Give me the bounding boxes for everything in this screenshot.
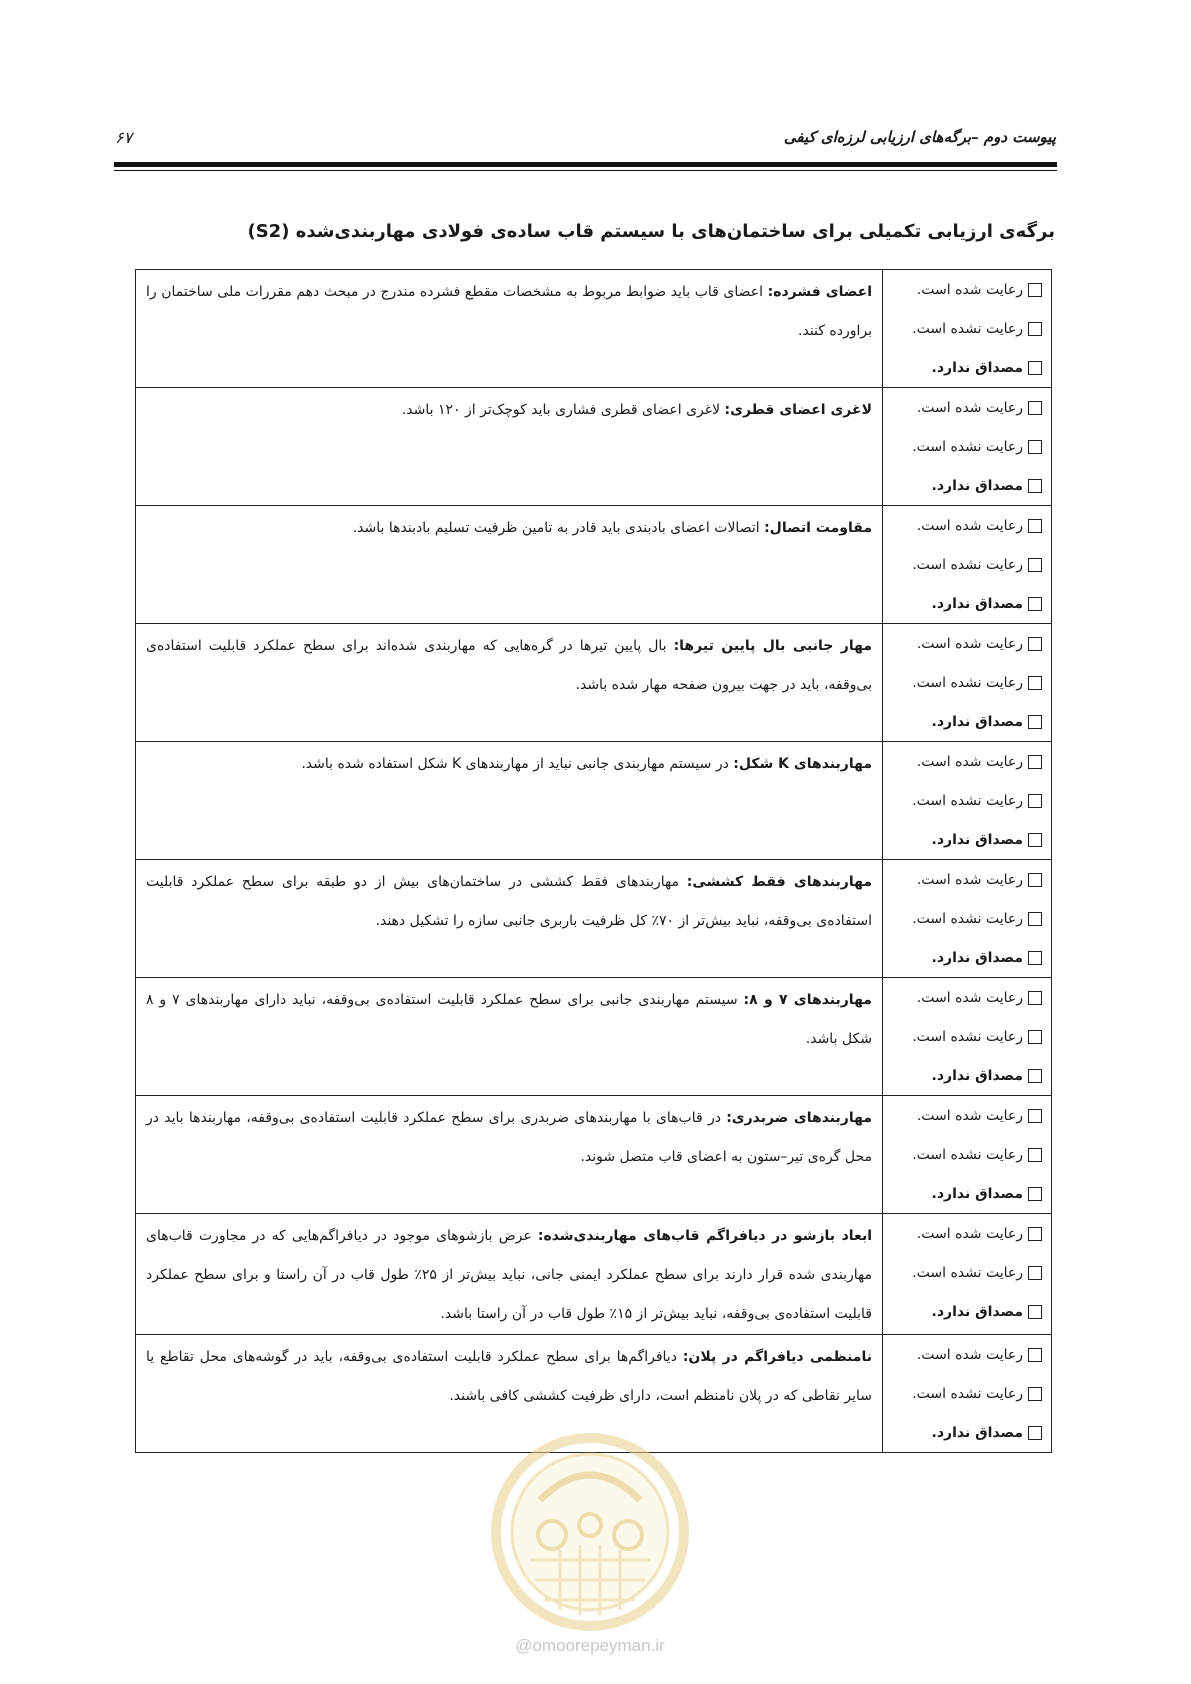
- complied-option[interactable]: [883, 1335, 1051, 1374]
- not-applicable-checkbox[interactable]: [1028, 951, 1042, 965]
- not-complied-checkbox[interactable]: [1028, 558, 1042, 572]
- sheet-title: برگه‌ی ارزیابی تکمیلی برای ساختمان‌های با سیستم قاب ساده‌ی فولادی مهاربندی‌شده (S2): [247, 221, 1055, 242]
- options-cell: [883, 1335, 1052, 1453]
- criterion-cell: [136, 1096, 883, 1214]
- option-label: رعایت شده است.: [916, 635, 1023, 652]
- option-label: رعایت نشده است.: [912, 1146, 1023, 1163]
- not-complied-checkbox[interactable]: [1028, 912, 1042, 926]
- complied-option[interactable]: [883, 1214, 1051, 1253]
- criterion-cell: [136, 388, 883, 506]
- options-cell: [883, 270, 1052, 388]
- criterion-term: مهاربندهای فقط کششی:: [686, 874, 872, 890]
- criterion-text: مهاربندهای فقط کششی در ساختمان‌های بیش از دو طبقه برای سطح عملکرد قابلیت استفاده‌ی بی‌وقفه، نباید بیش‌تر از ۷۰٪ کل ظرفیت باربری جانبی سازه را تشکیل دهند.: [146, 874, 872, 929]
- page-number: ۶۷: [115, 128, 133, 147]
- watermark: [480, 1430, 700, 1670]
- not-complied-option[interactable]: [883, 663, 1051, 702]
- criterion-cell: [136, 270, 883, 388]
- option-label: رعایت شده است.: [916, 871, 1023, 888]
- criterion-text: اعضای قاب باید ضوابط مربوط به مشخصات مقطع فشرده مندرج در مبحث دهم مقررات ملی ساختمان را براورده کنند.: [146, 284, 872, 339]
- not-applicable-option[interactable]: [883, 1056, 1051, 1095]
- not-complied-option[interactable]: [883, 545, 1051, 584]
- option-label: رعایت شده است.: [916, 517, 1023, 534]
- not-complied-option[interactable]: [883, 1017, 1051, 1056]
- option-label: رعایت شده است.: [916, 1225, 1023, 1242]
- not-complied-checkbox[interactable]: [1028, 1266, 1042, 1280]
- criterion-term: مهاربندهای K شکل:: [733, 756, 872, 772]
- checklist-row: [136, 1096, 1052, 1214]
- option-label: مصداق ندارد.: [931, 477, 1023, 494]
- option-label: رعایت نشده است.: [912, 320, 1023, 337]
- not-applicable-checkbox[interactable]: [1028, 479, 1042, 493]
- not-applicable-option[interactable]: [883, 820, 1051, 859]
- criterion-cell: [136, 978, 883, 1096]
- header-rule-thick: [114, 162, 1057, 167]
- criterion-text: سیستم مهاربندی جانبی برای سطح عملکرد قابلیت استفاده‌ی بی‌وقفه، نباید دارای مهاربندهای ۷ و ۸ شکل باشد.: [146, 992, 872, 1047]
- checklist-row: [136, 742, 1052, 860]
- checklist-row: [136, 860, 1052, 978]
- not-complied-checkbox[interactable]: [1028, 1387, 1042, 1401]
- not-applicable-checkbox[interactable]: [1028, 833, 1042, 847]
- criterion-term: لاغری اعضای قطری:: [724, 402, 872, 418]
- checklist-row: [136, 624, 1052, 742]
- checklist-row: [136, 270, 1052, 388]
- option-label: مصداق ندارد.: [931, 1067, 1023, 1084]
- complied-option[interactable]: [883, 506, 1051, 545]
- criterion-cell: [136, 624, 883, 742]
- option-label: رعایت نشده است.: [912, 910, 1023, 927]
- not-applicable-option[interactable]: [883, 348, 1051, 387]
- complied-option[interactable]: [883, 860, 1051, 899]
- option-label: رعایت شده است.: [916, 399, 1023, 416]
- not-complied-option[interactable]: [883, 1253, 1051, 1292]
- criterion-text: در قاب‌های با مهاربندهای ضربدری برای سطح عملکرد قابلیت استفاده‌ی بی‌وقفه، مهاربندها باید در محل گره‌ی تیر–ستون به اعضای قاب متصل شوند.: [146, 1110, 872, 1165]
- criterion-term: مقاومت اتصال:: [764, 520, 872, 536]
- complied-checkbox[interactable]: [1028, 1227, 1042, 1241]
- option-label: مصداق ندارد.: [931, 595, 1023, 612]
- checklist-row: [136, 1214, 1052, 1335]
- complied-option[interactable]: [883, 270, 1051, 309]
- options-cell: [883, 1214, 1052, 1335]
- not-applicable-option[interactable]: [883, 938, 1051, 977]
- options-cell: [883, 978, 1052, 1096]
- not-applicable-checkbox[interactable]: [1028, 715, 1042, 729]
- not-complied-checkbox[interactable]: [1028, 440, 1042, 454]
- criterion-text: لاغری اعضای قطری فشاری باید کوچک‌تر از ۱۲۰ باشد.: [401, 402, 725, 418]
- criterion-term: نامنظمی دیافراگم در پلان:: [682, 1349, 872, 1365]
- complied-checkbox[interactable]: [1028, 755, 1042, 769]
- criterion-term: مهاربندهای ۷ و ۸:: [743, 992, 872, 1008]
- option-label: مصداق ندارد.: [931, 949, 1023, 966]
- option-label: رعایت نشده است.: [912, 438, 1023, 455]
- not-complied-option[interactable]: [883, 309, 1051, 348]
- not-complied-option[interactable]: [883, 1135, 1051, 1174]
- not-complied-option[interactable]: [883, 427, 1051, 466]
- options-cell: [883, 1096, 1052, 1214]
- option-label: مصداق ندارد.: [931, 1303, 1023, 1320]
- option-label: رعایت شده است.: [916, 989, 1023, 1006]
- complied-option[interactable]: [883, 978, 1051, 1017]
- complied-checkbox[interactable]: [1028, 873, 1042, 887]
- complied-checkbox[interactable]: [1028, 401, 1042, 415]
- not-applicable-checkbox[interactable]: [1028, 1426, 1042, 1440]
- running-header-title: پیوست دوم –برگه‌های ارزیابی لرزه‌ای کیفی: [783, 128, 1056, 146]
- criterion-term: مهاربندهای ضربدری:: [726, 1110, 873, 1126]
- option-label: رعایت شده است.: [916, 281, 1023, 298]
- option-label: مصداق ندارد.: [931, 1185, 1023, 1202]
- complied-checkbox[interactable]: [1028, 519, 1042, 533]
- option-label: مصداق ندارد.: [931, 831, 1023, 848]
- criterion-term: مهار جانبی بال پایین تیرها:: [673, 638, 872, 654]
- watermark-url: @omoorepeyman.ir: [515, 1636, 665, 1655]
- criterion-text: اتصالات اعضای بادبندی باید قادر به تامین ظرفیت تسلیم بادبندها باشد.: [352, 520, 765, 536]
- options-cell: [883, 506, 1052, 624]
- not-complied-checkbox[interactable]: [1028, 676, 1042, 690]
- options-cell: [883, 624, 1052, 742]
- complied-checkbox[interactable]: [1028, 637, 1042, 651]
- criterion-text: عرض بازشوهای موجود در دیافراگم‌هایی که در مجاورت قاب‌های مهاربندی شده قرار دارند برای سطح عملکرد ایمنی جانی، نباید بیش‌تر از ۲۵٪ طول قاب در آن راستا و برای سطح عملکرد قابلیت استفاده‌ی بی‌وقفه، نباید بیش‌تر از ۱۵٪ طول قاب در آن راستا باشد.: [146, 1228, 872, 1322]
- not-applicable-option[interactable]: [883, 702, 1051, 741]
- option-label: رعایت نشده است.: [912, 1264, 1023, 1281]
- option-label: رعایت نشده است.: [912, 792, 1023, 809]
- complied-checkbox[interactable]: [1028, 991, 1042, 1005]
- complied-checkbox[interactable]: [1028, 1348, 1042, 1362]
- not-applicable-checkbox[interactable]: [1028, 361, 1042, 375]
- complied-checkbox[interactable]: [1028, 283, 1042, 297]
- complied-option[interactable]: [883, 624, 1051, 663]
- criterion-text: در سیستم مهاربندی جانبی نباید از مهاربندهای K شکل استفاده شده باشد.: [301, 756, 734, 772]
- not-applicable-option[interactable]: [883, 1174, 1051, 1213]
- watermark-logo: [480, 1430, 700, 1635]
- complied-checkbox[interactable]: [1028, 1109, 1042, 1123]
- not-complied-checkbox[interactable]: [1028, 1148, 1042, 1162]
- not-applicable-checkbox[interactable]: [1028, 1069, 1042, 1083]
- criterion-term: ابعاد بازشو در دیافراگم قاب‌های مهاربندی‌شده:: [537, 1228, 872, 1244]
- options-cell: [883, 860, 1052, 978]
- checklist-row: [136, 506, 1052, 624]
- complied-option[interactable]: [883, 388, 1051, 427]
- page-header: [115, 128, 1056, 154]
- criterion-cell: [136, 1214, 883, 1335]
- criterion-text: دیافراگم‌ها برای سطح عملکرد قابلیت استفاده‌ی بی‌وقفه، باید در گوشه‌های محل تقاطع یا سایر نقاطی که در پلان نامنظم است، دارای ظرفیت کششی کافی باشند.: [146, 1349, 872, 1404]
- option-label: رعایت نشده است.: [912, 674, 1023, 691]
- option-label: مصداق ندارد.: [931, 1424, 1023, 1441]
- option-label: مصداق ندارد.: [931, 713, 1023, 730]
- complied-option[interactable]: [883, 742, 1051, 781]
- criterion-cell: [136, 860, 883, 978]
- not-complied-option[interactable]: [883, 899, 1051, 938]
- option-label: رعایت شده است.: [916, 753, 1023, 770]
- option-label: رعایت نشده است.: [912, 1385, 1023, 1402]
- not-applicable-checkbox[interactable]: [1028, 1305, 1042, 1319]
- not-applicable-option[interactable]: [883, 584, 1051, 623]
- option-label: رعایت شده است.: [916, 1107, 1023, 1124]
- criterion-term: اعضای فشرده:: [767, 284, 872, 300]
- criterion-cell: [136, 742, 883, 860]
- option-label: رعایت شده است.: [916, 1346, 1023, 1363]
- not-complied-checkbox[interactable]: [1028, 1030, 1042, 1044]
- criterion-cell: [136, 506, 883, 624]
- options-cell: [883, 742, 1052, 860]
- not-complied-checkbox[interactable]: [1028, 794, 1042, 808]
- criterion-text: بال پایین تیرها در گره‌هایی که مهاربندی شده‌اند برای سطح عملکرد قابلیت استفاده‌ی بی‌وقفه، باید در جهت بیرون صفحه مهار شده باشد.: [146, 638, 872, 693]
- option-label: رعایت نشده است.: [912, 556, 1023, 573]
- option-label: رعایت نشده است.: [912, 1028, 1023, 1045]
- checklist-row: [136, 388, 1052, 506]
- complied-option[interactable]: [883, 1096, 1051, 1135]
- not-applicable-checkbox[interactable]: [1028, 1187, 1042, 1201]
- options-cell: [883, 388, 1052, 506]
- not-applicable-checkbox[interactable]: [1028, 597, 1042, 611]
- not-applicable-option[interactable]: [883, 1292, 1051, 1331]
- checklist-row: [136, 978, 1052, 1096]
- not-complied-option[interactable]: [883, 1374, 1051, 1413]
- header-rule-thin: [114, 170, 1057, 171]
- option-label: مصداق ندارد.: [931, 359, 1023, 376]
- evaluation-checklist-table: [135, 269, 1052, 1453]
- not-applicable-option[interactable]: [883, 1413, 1051, 1452]
- not-complied-option[interactable]: [883, 781, 1051, 820]
- not-complied-checkbox[interactable]: [1028, 322, 1042, 336]
- not-applicable-option[interactable]: [883, 466, 1051, 505]
